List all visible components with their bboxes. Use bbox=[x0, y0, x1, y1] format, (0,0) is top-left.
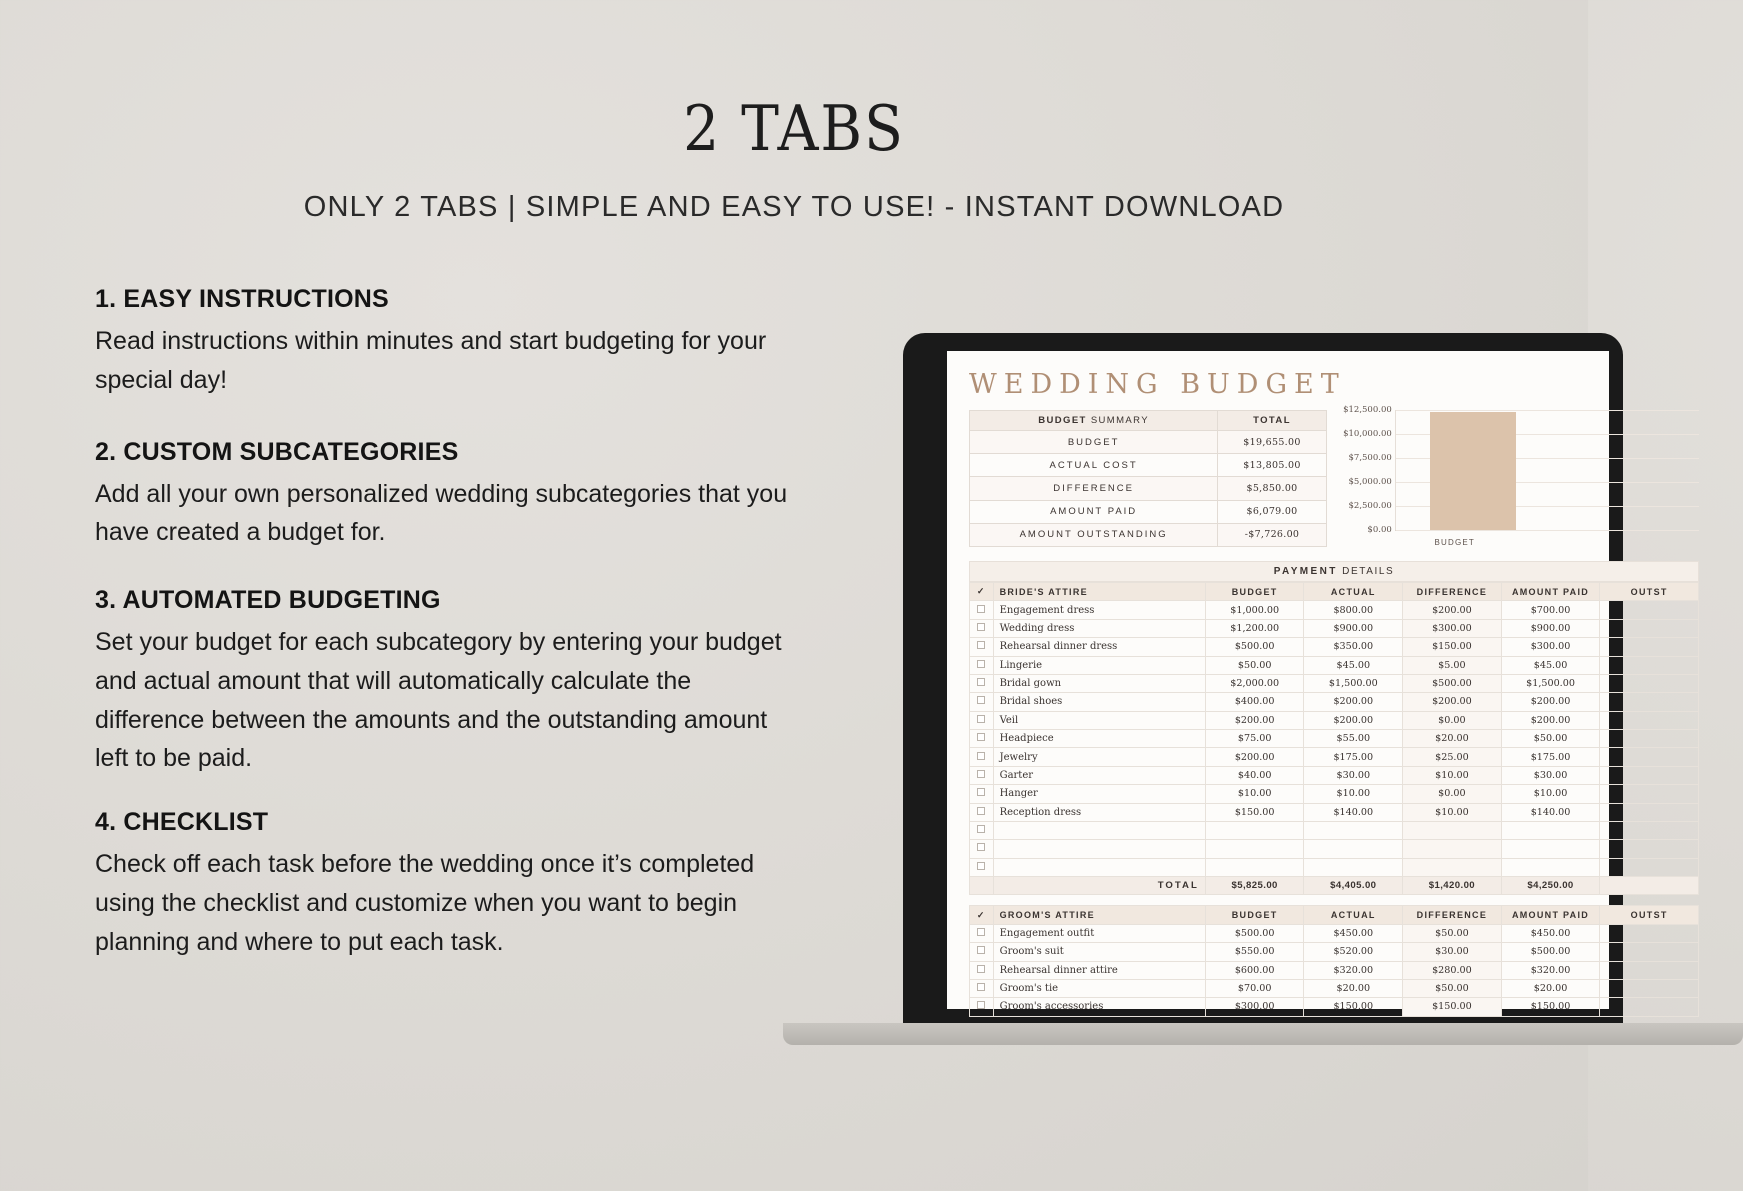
item-name: Bridal shoes bbox=[993, 693, 1205, 711]
table-row bbox=[970, 803, 1699, 821]
item-name: Engagement outfit bbox=[993, 924, 1205, 942]
item-budget: $400.00 bbox=[1205, 693, 1304, 711]
payment-details-light: DETAILS bbox=[1342, 566, 1395, 577]
item-name: Headpiece bbox=[993, 730, 1205, 748]
chart-x-axis bbox=[1395, 530, 1609, 547]
column-header-actual: ACTUAL bbox=[1304, 583, 1403, 601]
item-actual: $150.00 bbox=[1304, 998, 1403, 1016]
summary-row-label: AMOUNT OUTSTANDING bbox=[970, 523, 1218, 546]
table-row bbox=[970, 748, 1699, 766]
item-actual: $1,500.00 bbox=[1304, 674, 1403, 692]
table-row bbox=[970, 943, 1699, 961]
feature-heading: 3. AUTOMATED BUDGETING bbox=[95, 586, 441, 614]
spreadsheet bbox=[947, 351, 1668, 1017]
checkbox-icon[interactable] bbox=[977, 605, 985, 613]
page-subtitle: ONLY 2 TABS | SIMPLE AND EASY TO USE! - INSTANT DOWNLOAD bbox=[303, 191, 1285, 223]
item-difference: $200.00 bbox=[1403, 693, 1502, 711]
table-row bbox=[970, 619, 1699, 637]
item-name: Lingerie bbox=[993, 656, 1205, 674]
item-paid: $50.00 bbox=[1501, 730, 1600, 748]
row-checkbox[interactable] bbox=[970, 840, 994, 858]
spreadsheet-title: WEDDING BUDGET bbox=[969, 369, 1346, 400]
item-name[interactable] bbox=[993, 821, 1205, 839]
table-row bbox=[970, 766, 1699, 784]
summary-header-bold: BUDGET bbox=[1038, 415, 1087, 426]
item-name: Groom's accessories bbox=[993, 998, 1205, 1016]
item-name: Jewelry bbox=[993, 748, 1205, 766]
item-actual: $20.00 bbox=[1304, 979, 1403, 997]
column-header-difference: DIFFERENCE bbox=[1403, 906, 1502, 924]
item-actual: $520.00 bbox=[1304, 943, 1403, 961]
item-outstanding bbox=[1600, 601, 1699, 619]
item-name: Groom's suit bbox=[993, 943, 1205, 961]
item-budget: $150.00 bbox=[1205, 803, 1304, 821]
item-outstanding bbox=[1600, 924, 1699, 942]
item-outstanding bbox=[1600, 638, 1699, 656]
feature-heading: 4. CHECKLIST bbox=[95, 808, 269, 836]
item-outstanding bbox=[1600, 711, 1699, 729]
checkbox-icon[interactable] bbox=[977, 1001, 985, 1009]
checkbox-icon[interactable] bbox=[977, 770, 985, 778]
column-header-actual: ACTUAL bbox=[1304, 906, 1403, 924]
item-actual: $45.00 bbox=[1304, 656, 1403, 674]
table-row bbox=[970, 454, 1327, 477]
row-checkbox[interactable] bbox=[970, 803, 994, 821]
item-outstanding bbox=[1600, 943, 1699, 961]
item-budget: $40.00 bbox=[1205, 766, 1304, 784]
item-name[interactable] bbox=[993, 840, 1205, 858]
row-checkbox[interactable] bbox=[970, 656, 994, 674]
budget-summary-table bbox=[969, 410, 1327, 547]
table-row bbox=[970, 601, 1699, 619]
row-checkbox[interactable] bbox=[970, 998, 994, 1016]
item-difference: $25.00 bbox=[1403, 748, 1502, 766]
row-checkbox[interactable] bbox=[970, 638, 994, 656]
summary-row-label: BUDGET bbox=[970, 431, 1218, 454]
row-checkbox[interactable] bbox=[970, 693, 994, 711]
item-difference: $200.00 bbox=[1403, 601, 1502, 619]
item-outstanding bbox=[1600, 619, 1699, 637]
feature-item bbox=[95, 285, 805, 400]
item-budget[interactable] bbox=[1205, 858, 1304, 876]
item-paid: $500.00 bbox=[1501, 943, 1600, 961]
summary-row-label: ACTUAL COST bbox=[970, 454, 1218, 477]
item-budget[interactable] bbox=[1205, 840, 1304, 858]
chart-ytick: $12,500.00 bbox=[1343, 405, 1392, 415]
item-difference: $10.00 bbox=[1403, 766, 1502, 784]
feature-item bbox=[95, 438, 805, 553]
payment-details-bold: PAYMENT bbox=[1273, 566, 1338, 577]
table-row bbox=[970, 711, 1699, 729]
budget-bar-chart bbox=[1341, 405, 1609, 547]
item-difference: $10.00 bbox=[1403, 803, 1502, 821]
item-name: Engagement dress bbox=[993, 601, 1205, 619]
row-checkbox[interactable] bbox=[970, 601, 994, 619]
item-budget: $600.00 bbox=[1205, 961, 1304, 979]
item-outstanding bbox=[1600, 998, 1699, 1016]
summary-row-label: DIFFERENCE bbox=[970, 477, 1218, 500]
item-difference bbox=[1403, 840, 1502, 858]
item-paid: $10.00 bbox=[1501, 785, 1600, 803]
page-title: 2 TABS bbox=[683, 92, 905, 165]
column-header-amount-paid: AMOUNT PAID bbox=[1501, 583, 1600, 601]
chart-ytick: $2,500.00 bbox=[1348, 501, 1392, 511]
item-budget: $1,200.00 bbox=[1205, 619, 1304, 637]
total-actual: $4,405.00 bbox=[1304, 877, 1403, 895]
row-checkbox[interactable] bbox=[970, 711, 994, 729]
item-paid[interactable] bbox=[1501, 821, 1600, 839]
table-row bbox=[970, 523, 1327, 546]
chart-xtick: BUDGET bbox=[1434, 538, 1476, 547]
laptop-base bbox=[783, 1023, 1743, 1045]
item-difference: $50.00 bbox=[1403, 924, 1502, 942]
item-budget: $70.00 bbox=[1205, 979, 1304, 997]
item-actual: $450.00 bbox=[1304, 924, 1403, 942]
column-header-budget: BUDGET bbox=[1205, 583, 1304, 601]
total-outstanding bbox=[1600, 877, 1699, 895]
table-row bbox=[970, 656, 1699, 674]
item-budget[interactable] bbox=[1205, 821, 1304, 839]
total-budget: $5,825.00 bbox=[1205, 877, 1304, 895]
summary-row-value: $5,850.00 bbox=[1218, 477, 1327, 500]
checkbox-icon[interactable] bbox=[977, 678, 985, 686]
item-actual: $320.00 bbox=[1304, 961, 1403, 979]
item-paid: $150.00 bbox=[1501, 998, 1600, 1016]
item-paid: $200.00 bbox=[1501, 711, 1600, 729]
checkbox-icon[interactable] bbox=[977, 807, 985, 815]
item-budget: $2,000.00 bbox=[1205, 674, 1304, 692]
item-difference: $300.00 bbox=[1403, 619, 1502, 637]
item-name: Hanger bbox=[993, 785, 1205, 803]
row-checkbox[interactable] bbox=[970, 785, 994, 803]
item-difference: $150.00 bbox=[1403, 998, 1502, 1016]
column-header-difference: DIFFERENCE bbox=[1403, 583, 1502, 601]
item-paid: $1,500.00 bbox=[1501, 674, 1600, 692]
item-difference: $30.00 bbox=[1403, 943, 1502, 961]
item-actual: $900.00 bbox=[1304, 619, 1403, 637]
laptop-screen bbox=[947, 351, 1668, 1013]
chart-ytick: $5,000.00 bbox=[1348, 477, 1392, 487]
item-outstanding bbox=[1600, 961, 1699, 979]
item-difference: $280.00 bbox=[1403, 961, 1502, 979]
checkbox-icon[interactable] bbox=[977, 733, 985, 741]
row-checkbox[interactable] bbox=[970, 924, 994, 942]
item-difference bbox=[1403, 821, 1502, 839]
chart-bar-budget bbox=[1430, 412, 1516, 530]
item-actual: $10.00 bbox=[1304, 785, 1403, 803]
item-outstanding bbox=[1600, 821, 1699, 839]
item-name: Rehearsal dinner dress bbox=[993, 638, 1205, 656]
table-row bbox=[970, 431, 1327, 454]
checkbox-icon[interactable] bbox=[977, 623, 985, 631]
payment-details-header bbox=[969, 561, 1699, 582]
item-budget: $300.00 bbox=[1205, 998, 1304, 1016]
grooms-attire-table bbox=[969, 905, 1699, 1016]
item-outstanding bbox=[1600, 858, 1699, 876]
summary-row-value: $19,655.00 bbox=[1218, 431, 1327, 454]
chart-ytick: $7,500.00 bbox=[1348, 453, 1392, 463]
table-row bbox=[970, 730, 1699, 748]
row-checkbox[interactable] bbox=[970, 979, 994, 997]
checkbox-icon[interactable] bbox=[977, 788, 985, 796]
checkbox-icon[interactable] bbox=[977, 843, 985, 851]
item-outstanding bbox=[1600, 693, 1699, 711]
row-checkbox[interactable] bbox=[970, 730, 994, 748]
item-difference bbox=[1403, 858, 1502, 876]
row-checkbox[interactable] bbox=[970, 961, 994, 979]
brides-attire-table bbox=[969, 582, 1699, 895]
item-actual: $55.00 bbox=[1304, 730, 1403, 748]
table-row bbox=[970, 638, 1699, 656]
item-outstanding bbox=[1600, 979, 1699, 997]
checkbox-icon[interactable] bbox=[977, 715, 985, 723]
feature-body: Read instructions within minutes and start budgeting for your special day! bbox=[95, 327, 767, 394]
item-budget: $500.00 bbox=[1205, 638, 1304, 656]
row-checkbox[interactable] bbox=[970, 943, 994, 961]
item-difference: $150.00 bbox=[1403, 638, 1502, 656]
check-column-icon: ✓ bbox=[970, 583, 994, 601]
table-row bbox=[970, 821, 1699, 839]
chart-ytick: $0.00 bbox=[1367, 525, 1392, 535]
checkbox-icon[interactable] bbox=[977, 983, 985, 991]
item-difference: $500.00 bbox=[1403, 674, 1502, 692]
item-paid[interactable] bbox=[1501, 840, 1600, 858]
item-name[interactable] bbox=[993, 858, 1205, 876]
item-budget: $1,000.00 bbox=[1205, 601, 1304, 619]
chart-ytick: $10,000.00 bbox=[1343, 429, 1392, 439]
summary-row-value: $13,805.00 bbox=[1218, 454, 1327, 477]
column-header-amount-paid: AMOUNT PAID bbox=[1501, 906, 1600, 924]
table-row bbox=[970, 693, 1699, 711]
row-checkbox[interactable] bbox=[970, 821, 994, 839]
item-outstanding bbox=[1600, 766, 1699, 784]
item-name: Garter bbox=[993, 766, 1205, 784]
table-row bbox=[970, 924, 1699, 942]
item-paid: $320.00 bbox=[1501, 961, 1600, 979]
column-header-outstanding: OUTST bbox=[1600, 583, 1699, 601]
item-paid[interactable] bbox=[1501, 858, 1600, 876]
item-outstanding bbox=[1600, 748, 1699, 766]
table-row bbox=[970, 785, 1699, 803]
item-paid: $140.00 bbox=[1501, 803, 1600, 821]
row-checkbox[interactable] bbox=[970, 766, 994, 784]
item-actual: $350.00 bbox=[1304, 638, 1403, 656]
column-header-budget: BUDGET bbox=[1205, 906, 1304, 924]
item-budget: $75.00 bbox=[1205, 730, 1304, 748]
table-row bbox=[970, 858, 1699, 876]
item-paid: $20.00 bbox=[1501, 979, 1600, 997]
item-outstanding bbox=[1600, 674, 1699, 692]
item-outstanding bbox=[1600, 785, 1699, 803]
checkbox-icon[interactable] bbox=[977, 696, 985, 704]
page-header bbox=[0, 0, 1588, 224]
table-row bbox=[970, 840, 1699, 858]
summary-header-light: SUMMARY bbox=[1090, 415, 1149, 426]
item-paid: $700.00 bbox=[1501, 601, 1600, 619]
check-column-icon: ✓ bbox=[970, 906, 994, 924]
item-actual: $200.00 bbox=[1304, 711, 1403, 729]
summary-header-label bbox=[970, 411, 1218, 431]
row-checkbox[interactable] bbox=[970, 619, 994, 637]
feature-body: Add all your own personalized wedding subcategories that you have created a budget for. bbox=[95, 479, 788, 547]
table-row bbox=[970, 674, 1699, 692]
item-paid: $900.00 bbox=[1501, 619, 1600, 637]
item-difference: $0.00 bbox=[1403, 711, 1502, 729]
item-actual[interactable] bbox=[1304, 840, 1403, 858]
item-outstanding bbox=[1600, 730, 1699, 748]
feature-heading: 1. EASY INSTRUCTIONS bbox=[95, 285, 389, 313]
summary-row-value: -$7,726.00 bbox=[1218, 523, 1327, 546]
row-checkbox[interactable] bbox=[970, 858, 994, 876]
item-actual: $30.00 bbox=[1304, 766, 1403, 784]
item-name: Wedding dress bbox=[993, 619, 1205, 637]
feature-body: Set your budget for each subcategory by entering your budget and actual amount that will automatically calculate the difference between the amounts and the outstanding amount left to be paid. bbox=[95, 628, 782, 773]
feature-list bbox=[95, 285, 805, 985]
table-row bbox=[970, 500, 1327, 523]
checkbox-icon[interactable] bbox=[977, 965, 985, 973]
table-row bbox=[970, 979, 1699, 997]
item-paid: $45.00 bbox=[1501, 656, 1600, 674]
item-actual[interactable] bbox=[1304, 858, 1403, 876]
item-name: Groom's tie bbox=[993, 979, 1205, 997]
item-paid: $450.00 bbox=[1501, 924, 1600, 942]
total-paid: $4,250.00 bbox=[1501, 877, 1600, 895]
item-paid: $175.00 bbox=[1501, 748, 1600, 766]
checkbox-icon[interactable] bbox=[977, 862, 985, 870]
feature-item bbox=[95, 586, 805, 778]
section-title-grooms-attire: GROOM'S ATTIRE bbox=[993, 906, 1205, 924]
section-total-row bbox=[970, 877, 1699, 895]
section-title-brides-attire: BRIDE'S ATTIRE bbox=[993, 583, 1205, 601]
checkbox-icon[interactable] bbox=[977, 946, 985, 954]
item-budget: $500.00 bbox=[1205, 924, 1304, 942]
item-difference: $50.00 bbox=[1403, 979, 1502, 997]
item-actual: $200.00 bbox=[1304, 693, 1403, 711]
checkbox-icon[interactable] bbox=[977, 641, 985, 649]
item-outstanding bbox=[1600, 840, 1699, 858]
item-difference: $20.00 bbox=[1403, 730, 1502, 748]
item-name: Bridal gown bbox=[993, 674, 1205, 692]
feature-heading: 2. CUSTOM SUBCATEGORIES bbox=[95, 437, 459, 466]
checkbox-icon[interactable] bbox=[977, 928, 985, 936]
summary-row-value: $6,079.00 bbox=[1218, 500, 1327, 523]
table-row bbox=[970, 477, 1327, 500]
item-outstanding bbox=[1600, 803, 1699, 821]
checkbox-icon[interactable] bbox=[977, 825, 985, 833]
item-actual: $140.00 bbox=[1304, 803, 1403, 821]
item-actual[interactable] bbox=[1304, 821, 1403, 839]
item-paid: $300.00 bbox=[1501, 638, 1600, 656]
item-difference: $5.00 bbox=[1403, 656, 1502, 674]
total-label: TOTAL bbox=[993, 877, 1205, 895]
column-header-outstanding: OUTST bbox=[1600, 906, 1699, 924]
feature-item bbox=[95, 808, 805, 961]
laptop-mockup bbox=[903, 333, 1668, 1093]
item-difference: $0.00 bbox=[1403, 785, 1502, 803]
feature-body: Check off each task before the wedding once it’s completed using the checklist and customize when you want to begin planning and where to put each task. bbox=[95, 850, 755, 956]
item-budget: $50.00 bbox=[1205, 656, 1304, 674]
chart-plot-area bbox=[1343, 405, 1609, 535]
summary-row-label: AMOUNT PAID bbox=[970, 500, 1218, 523]
item-budget: $200.00 bbox=[1205, 711, 1304, 729]
item-budget: $200.00 bbox=[1205, 748, 1304, 766]
summary-header-total: TOTAL bbox=[1218, 411, 1327, 431]
row-checkbox[interactable] bbox=[970, 748, 994, 766]
laptop-body bbox=[903, 333, 1668, 1023]
table-row bbox=[970, 961, 1699, 979]
item-actual: $175.00 bbox=[1304, 748, 1403, 766]
item-name: Veil bbox=[993, 711, 1205, 729]
item-paid: $200.00 bbox=[1501, 693, 1600, 711]
item-actual: $800.00 bbox=[1304, 601, 1403, 619]
item-name: Rehearsal dinner attire bbox=[993, 961, 1205, 979]
total-difference: $1,420.00 bbox=[1403, 877, 1502, 895]
row-checkbox[interactable] bbox=[970, 674, 994, 692]
item-outstanding bbox=[1600, 656, 1699, 674]
item-paid: $30.00 bbox=[1501, 766, 1600, 784]
item-budget: $10.00 bbox=[1205, 785, 1304, 803]
item-name: Reception dress bbox=[993, 803, 1205, 821]
checkbox-icon[interactable] bbox=[977, 752, 985, 760]
table-row bbox=[970, 998, 1699, 1016]
item-budget: $550.00 bbox=[1205, 943, 1304, 961]
checkbox-icon[interactable] bbox=[977, 660, 985, 668]
